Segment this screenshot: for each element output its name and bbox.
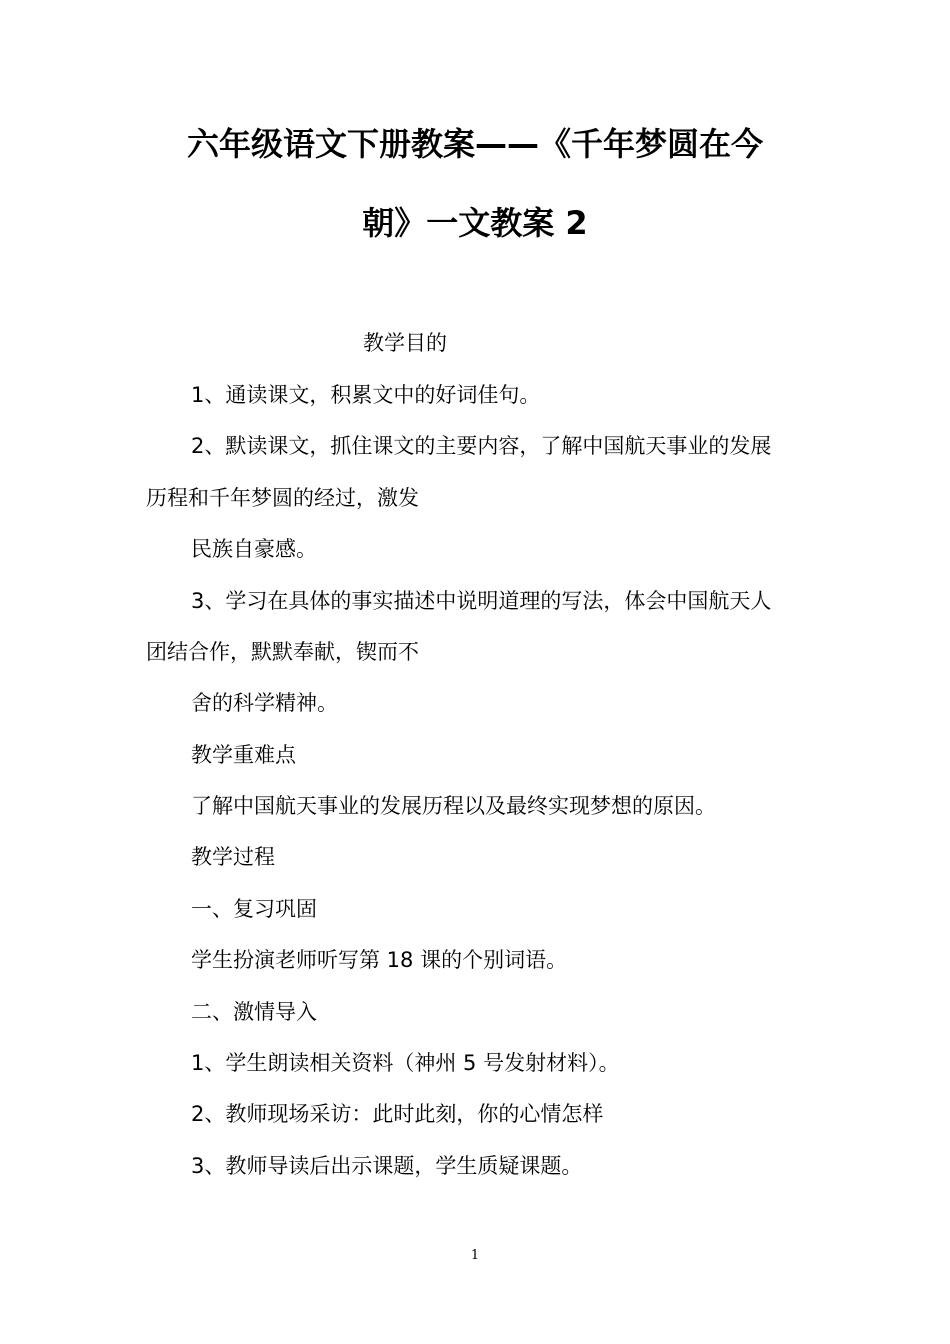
objective-1: 1、通读课文，积累文中的好词佳句。 xyxy=(191,383,541,407)
page-number: 1 xyxy=(470,1248,480,1263)
section-2-heading: 二、激情导入 xyxy=(191,1000,317,1024)
objectives-heading: 教学目的 xyxy=(363,331,447,355)
difficulty-heading: 教学重难点 xyxy=(191,743,296,767)
objective-3-line-1: 3、学习在具体的事实描述中说明道理的写法，体会中国航天人 xyxy=(191,589,772,613)
section-1-text: 学生扮演老师听写第 18 课的个别词语。 xyxy=(191,948,568,972)
objective-3-line-2: 团结合作，默默奉献，锲而不 xyxy=(146,640,419,664)
document-title-line-1: 六年级语文下册教案——《千年梦圆在今 xyxy=(186,125,763,163)
objective-2-line-2: 历程和千年梦圆的经过，激发 xyxy=(146,486,419,510)
objective-2-line-1: 2、默读课文，抓住课文的主要内容，了解中国航天事业的发展 xyxy=(191,434,772,458)
process-heading: 教学过程 xyxy=(191,845,275,869)
section-2-item-1: 1、学生朗读相关资料（神州 5 号发射材料）。 xyxy=(191,1051,620,1075)
section-2-item-3: 3、教师导读后出示课题，学生质疑课题。 xyxy=(191,1154,583,1178)
section-1-heading: 一、复习巩固 xyxy=(191,897,317,921)
difficulty-text: 了解中国航天事业的发展历程以及最终实现梦想的原因。 xyxy=(191,794,716,818)
document-title-line-2: 朝》一文教案 2 xyxy=(362,204,588,242)
objective-3-line-3: 舍的科学精神。 xyxy=(191,691,338,715)
objective-2-line-3: 民族自豪感。 xyxy=(191,537,317,561)
section-2-item-2: 2、教师现场采访：此时此刻，你的心情怎样 xyxy=(191,1102,604,1126)
